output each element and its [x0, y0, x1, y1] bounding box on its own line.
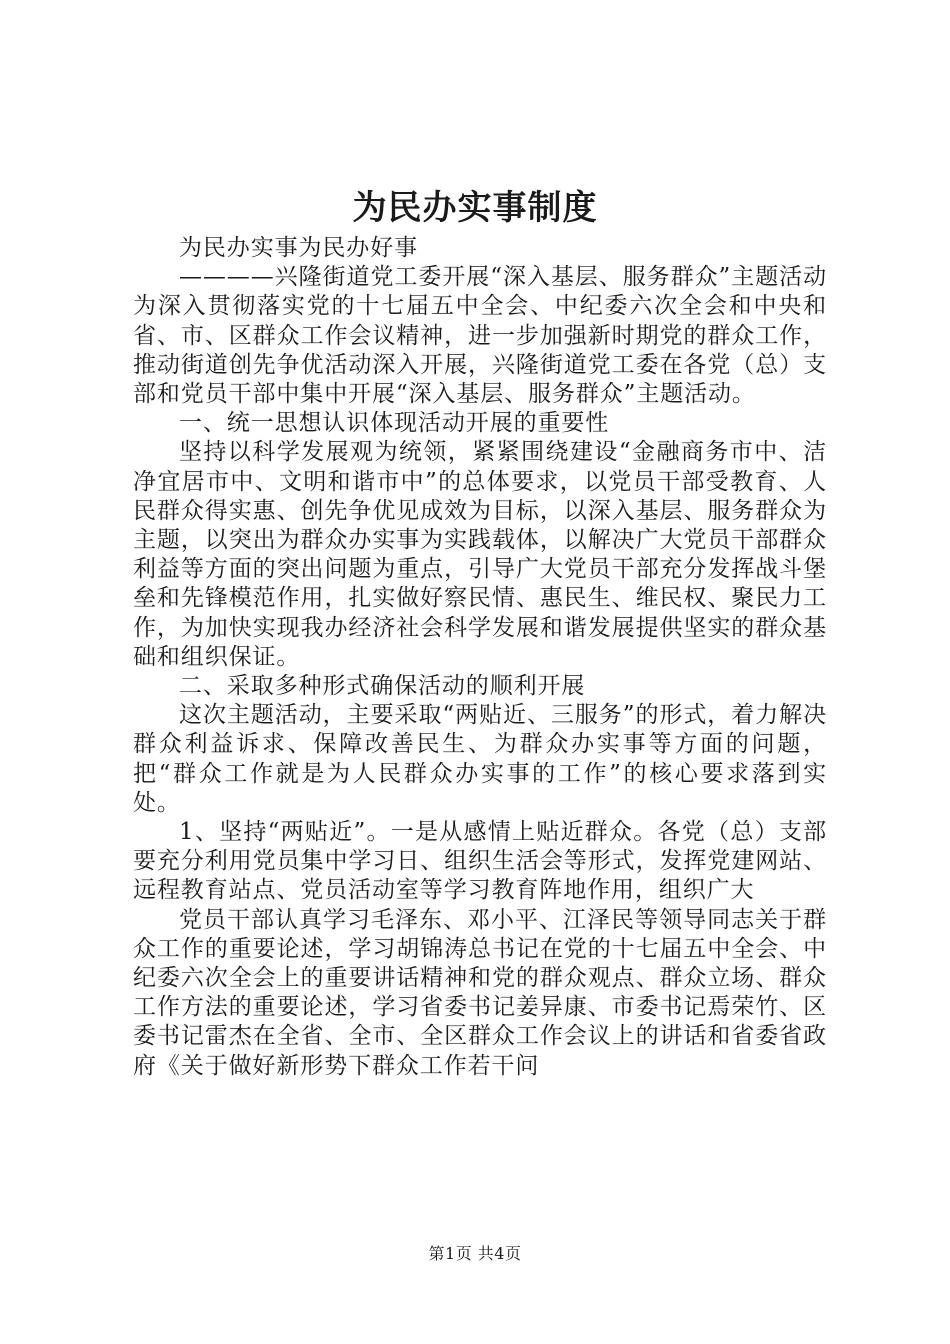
paragraph-intro: ————兴隆街道党工委开展“深入基层、服务群众”主题活动为深入贯彻落实党的十七届五中全会、中纪委六次全会和中央和省、市、区群众工作会议精神，进一步加强新时期党的群众工作，推动街道创先争优活动深入开展，兴隆街道党工委在各党（总）支部和党员干部中集中开展“深入基层、服务群众”主题活动。	[133, 264, 827, 408]
paragraph-subtitle: 为民办实事为民办好事	[179, 235, 418, 261]
paragraph: 坚持以科学发展观为统领，紧紧围绕建设“金融商务市中、洁净宜居市中、文明和谐市中”的总体要求，以党员干部受教育、人民群众得实惠、创先争优见成效为目标，以深入基层、服务群众为主题，以突出为群众办实事为实践载体，以解决广大党员干部群众利益等方面的突出问题为重点，引导广大党员干部充分发挥战斗堡垒和先锋模范作用，扎实做好察民情、惠民生、维民权、聚民力工作，为加快实现我办经济社会科学发展和谐发展提供坚实的群众基础和组织保证。	[133, 439, 827, 670]
paragraph: 这次主题活动，主要采取“两贴近、三服务”的形式，着力解决群众利益诉求、保障改善民生、为群众办实事等方面的问题，把“群众工作就是为人民群众办实事的工作”的核心要求落到实处。	[133, 702, 827, 816]
page-number: 第1页 共4页	[428, 1244, 522, 1263]
section-heading-1: 一、统一思想认识体现活动开展的重要性	[179, 410, 610, 437]
paragraph: 党员干部认真学习毛泽东、邓小平、江泽民等领导同志关于群众工作的重要论述，学习胡锦涛总书记在党的十七届五中全会、中纪委六次全会上的重要讲话精神和党的群众观点、群众立场、群众工作方法的重要论述，学习省委书记姜异康、市委书记焉荣竹、区委书记雷杰在全省、全市、全区群众工作会议上的讲话和省委省政府《关于做好新形势下群众工作若干问	[133, 906, 827, 1079]
document-title: 为民办实事制度	[352, 188, 598, 228]
paragraph: 1、坚持“两贴近”。一是从感情上贴近群众。各党（总）支部要充分利用党员集中学习日、组织生活会等形式，发挥党建网站、远程教育站点、党员活动室等学习教育阵地作用，组织广大	[133, 819, 827, 904]
document-body	[133, 234, 827, 1081]
section-heading-2: 二、采取多种形式确保活动的顺利开展	[179, 673, 586, 700]
